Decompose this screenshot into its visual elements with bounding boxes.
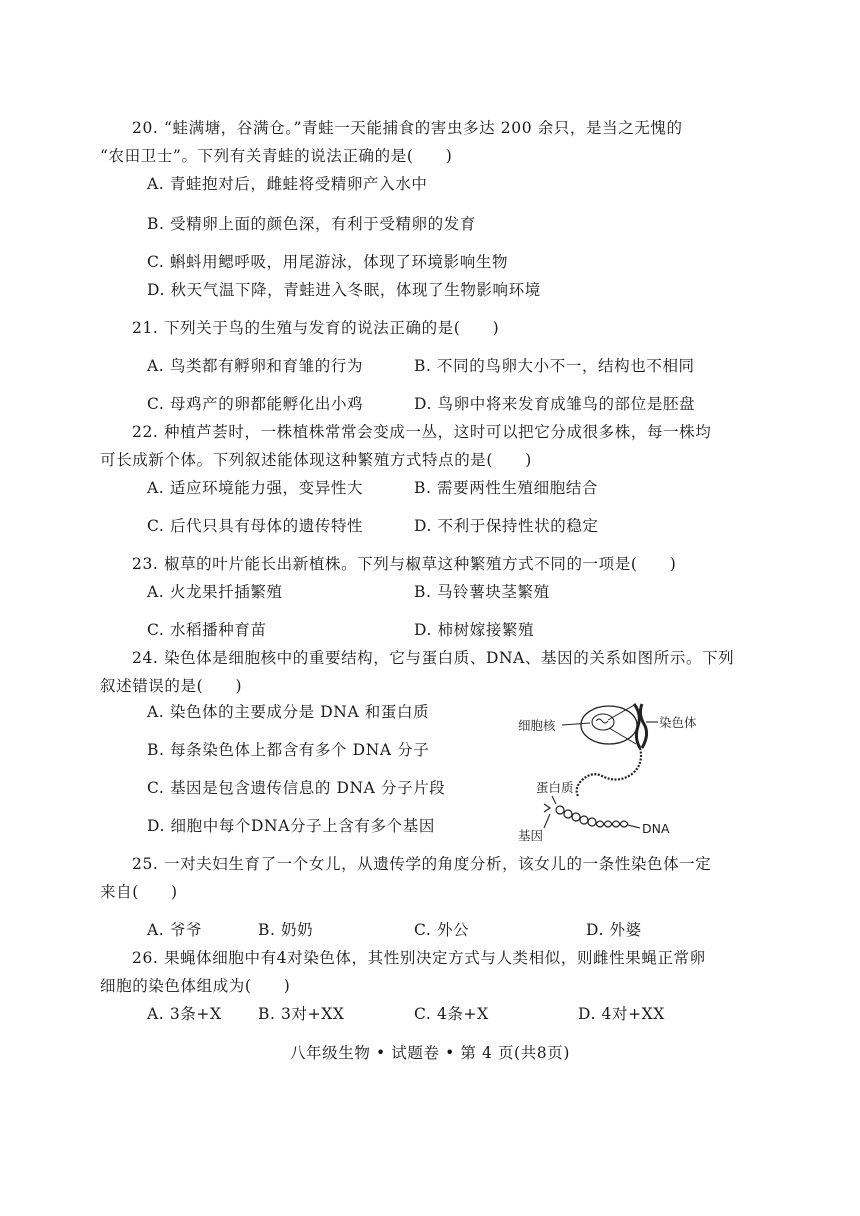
q21-option-d: D. 鸟卵中将来发育成雏鸟的部位是胚盘 <box>414 395 696 413</box>
chromosome-diagram <box>516 700 716 850</box>
q20-option-a: A. 青蛙抱对后，雌蛙将受精卵产入水中 <box>147 175 428 193</box>
q22-option-c: C. 后代只具有母体的遗传特性 <box>147 517 364 535</box>
q23-stem: 23. 椒草的叶片能长出新植株。下列与椒草这种繁殖方式不同的一项是( ) <box>132 555 677 573</box>
q21-option-b: B. 不同的鸟卵大小不一，结构也不相同 <box>414 357 695 375</box>
q25-option-d: D. 外婆 <box>586 921 642 939</box>
label-chromosome: 染色体 <box>659 715 697 730</box>
q24-option-a: A. 染色体的主要成分是 DNA 和蛋白质 <box>147 703 430 721</box>
q21-option-a: A. 鸟类都有孵卵和育雏的行为 <box>147 357 364 375</box>
q26-stem-line1: 26. 果蝇体细胞中有4对染色体，其性别决定方式与人类相似，则雌性果蝇正常卵 <box>132 949 706 967</box>
q26-option-b: B. 3对+XX <box>258 1005 345 1023</box>
q25-option-c: C. 外公 <box>414 921 470 939</box>
q23-option-c: C. 水稻播种育苗 <box>147 621 267 639</box>
q21-option-c: C. 母鸡产的卵都能孵化出小鸡 <box>147 395 364 413</box>
page-footer: 八年级生物 • 试题卷 • 第 4 页(共8页) <box>289 1044 571 1062</box>
q26-stem-line2: 细胞的染色体组成为( ) <box>100 977 291 995</box>
nucleosome-beads <box>556 806 596 826</box>
q22-option-a: A. 适应环境能力强，变异性大 <box>147 479 364 497</box>
q22-stem-line2: 可长成新个体。下列叙述能体现这种繁殖方式特点的是( ) <box>100 451 532 469</box>
q25-stem-line1: 25. 一对夫妇生育了一个女儿，从遗传学的角度分析，该女儿的一条性染色体一定 <box>132 855 712 873</box>
q25-stem-line2: 来自( ) <box>100 883 178 901</box>
q20-option-b: B. 受精卵上面的颜色深，有利于受精卵的发育 <box>147 215 476 233</box>
q23-option-a: A. 火龙果扦插繁殖 <box>147 583 283 601</box>
label-protein: 蛋白质 <box>536 780 574 795</box>
q24-option-b: B. 每条染色体上都含有多个 DNA 分子 <box>147 741 430 759</box>
q25-option-a: A. 爷爷 <box>147 921 203 939</box>
q20-stem-line1: 20. “蛙满塘，谷满仓。”青蛙一天能捕食的害虫多达 200 余只，是当之无愧的 <box>132 119 683 137</box>
nucleus-pointer <box>562 723 590 725</box>
label-dna: DNA <box>642 821 670 836</box>
chromatin-fiber <box>577 748 641 796</box>
q21-stem: 21. 下列关于鸟的生殖与发育的说法正确的是( ) <box>132 319 500 337</box>
gene-bracket <box>544 804 550 812</box>
q24-stem-line2: 叙述错误的是( ) <box>100 677 243 695</box>
q26-option-a: A. 3条+X <box>147 1005 222 1023</box>
q24-stem-line1: 24. 染色体是细胞核中的重要结构，它与蛋白质、DNA、基因的关系如图所示。下列 <box>132 649 735 667</box>
q22-stem-line1: 22. 种植芦荟时，一株植株常常会变成一丛，这时可以把它分成很多株，每一株均 <box>132 423 712 441</box>
q22-option-d: D. 不利于保持性状的稳定 <box>414 517 599 535</box>
chromosome-shape <box>634 704 647 748</box>
cell-illustration <box>581 706 637 744</box>
q24-option-d: D. 细胞中每个DNA分子上含有多个基因 <box>147 817 435 835</box>
q20-stem-line2: “农田卫士”。下列有关青蛙的说法正确的是( ) <box>100 147 453 165</box>
label-nucleus: 细胞核 <box>518 718 556 733</box>
q23-option-d: D. 柿树嫁接繁殖 <box>414 621 535 639</box>
q25-option-b: B. 奶奶 <box>258 921 314 939</box>
q22-option-b: B. 需要两性生殖细胞结合 <box>414 479 599 497</box>
q26-option-d: D. 4对+XX <box>578 1005 665 1023</box>
label-gene: 基因 <box>518 828 544 843</box>
q20-option-c: C. 蝌蚪用鳃呼吸，用尾游泳，体现了环境影响生物 <box>147 253 509 271</box>
q20-option-d: D. 秋天气温下降，青蛙进入冬眠，体现了生物影响环境 <box>147 281 541 299</box>
q26-option-c: C. 4条+X <box>414 1005 489 1023</box>
q24-option-c: C. 基因是包含遗传信息的 DNA 分子片段 <box>147 779 446 797</box>
q23-option-b: B. 马铃薯块茎繁殖 <box>414 583 550 601</box>
